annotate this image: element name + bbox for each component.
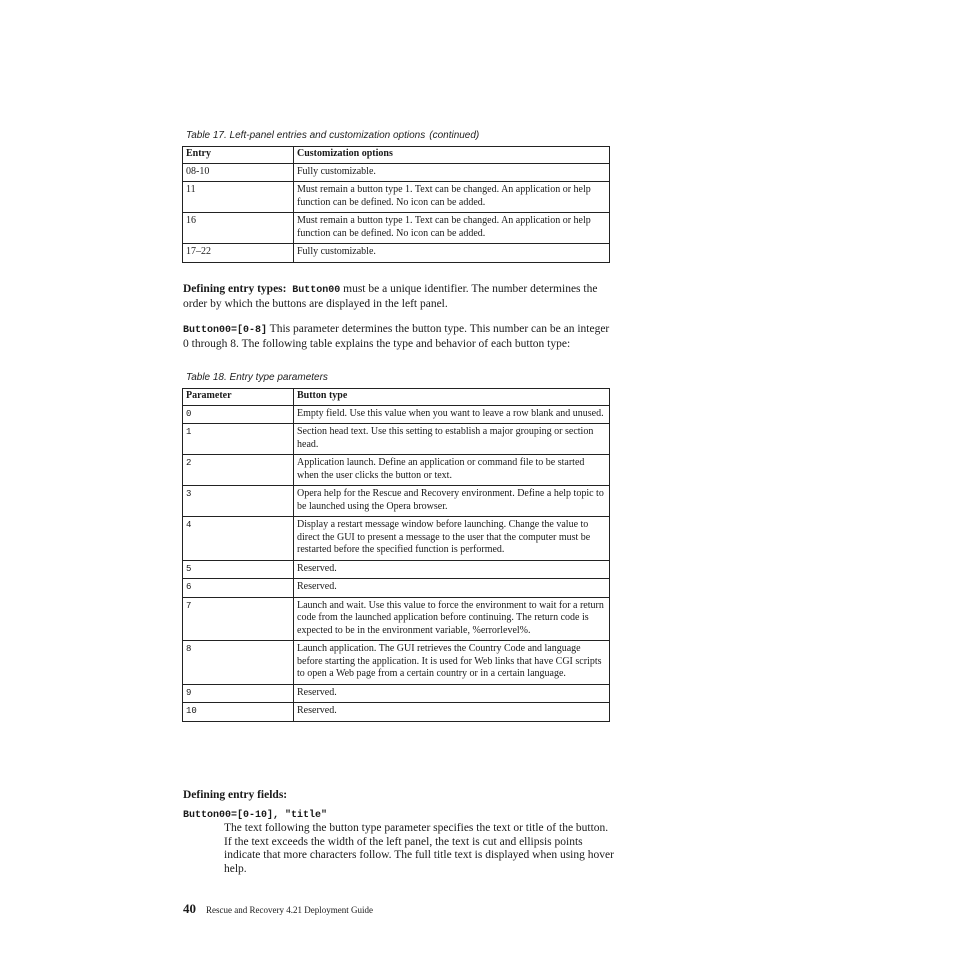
entry-fields-code-line	[183, 808, 613, 823]
page-number: 40	[183, 901, 196, 916]
defining-entry-types-text: must be a unique identifier. The number determines the order by which the buttons are displayed in the left panel.	[183, 283, 598, 310]
table-row	[183, 517, 610, 561]
table-cell: 08-10	[183, 163, 294, 182]
table-cell: Display a restart message window before launching. Change the value to direct the GUI to present a message to the user that the computer must be restarted before the specified function is performed.	[294, 517, 610, 561]
entry-fields-code: Button00=[0-10], "title"	[183, 810, 328, 821]
table-row	[183, 579, 610, 598]
table18-caption: Table 18. Entry type parameters	[186, 372, 328, 383]
table-cell: 4	[183, 517, 294, 561]
table-row	[183, 213, 610, 244]
column-header: Entry	[183, 147, 294, 164]
table-cell: Reserved.	[294, 560, 610, 579]
defining-entry-types-label: Defining entry types:	[183, 283, 287, 295]
table-row	[183, 486, 610, 517]
footer-book-title: Rescue and Recovery 4.21 Deployment Guide	[206, 905, 373, 915]
table-cell: 9	[183, 684, 294, 703]
table-cell: 3	[183, 486, 294, 517]
table-cell: Reserved.	[294, 684, 610, 703]
table-cell: 16	[183, 213, 294, 244]
table-cell: Must remain a button type 1. Text can be changed. An application or help function can be defined. No icon can be added.	[294, 213, 610, 244]
table-cell: 1	[183, 424, 294, 455]
table-cell: Must remain a button type 1. Text can be changed. An application or help function can be defined. No icon can be added.	[294, 182, 610, 213]
table-row	[183, 163, 610, 182]
table-cell: 0	[183, 405, 294, 424]
column-header: Parameter	[183, 389, 294, 406]
table17-continued: (continued)	[429, 130, 480, 141]
table-cell: Section head text. Use this setting to establish a major grouping or section head.	[294, 424, 610, 455]
table-row	[183, 182, 610, 213]
defining-entry-fields-label: Defining entry fields:	[183, 789, 288, 801]
button-parameter-text: This parameter determines the button type. This number can be an integer 0 through 8. The following table explains the type and behavior of each button type:	[183, 323, 610, 350]
table-row	[183, 641, 610, 685]
table-cell: 8	[183, 641, 294, 685]
defining-entry-fields-heading	[183, 789, 613, 803]
page-footer	[183, 900, 373, 918]
table-cell: 17–22	[183, 244, 294, 263]
table-cell: Launch application. The GUI retrieves the Country Code and language before starting the application. It is used for Web links that have CGI scripts to open a Web page from a certain country or in a certain language.	[294, 641, 610, 685]
table17-caption	[186, 130, 479, 141]
table-row	[183, 405, 610, 424]
button-parameter-paragraph	[183, 323, 613, 351]
button-parameter-code: Button00=[0-8]	[183, 325, 268, 336]
column-header: Customization options	[294, 147, 610, 164]
table18	[182, 388, 610, 722]
table-cell: Fully customizable.	[294, 244, 610, 263]
table-cell: 6	[183, 579, 294, 598]
defining-entry-types-paragraph	[183, 283, 613, 311]
table-row	[183, 244, 610, 263]
table-cell: Fully customizable.	[294, 163, 610, 182]
table-cell: 5	[183, 560, 294, 579]
table-row	[183, 597, 610, 641]
column-header: Button type	[294, 389, 610, 406]
table-cell: Application launch. Define an application or command file to be started when the user clicks the button or text.	[294, 455, 610, 486]
table-cell: 11	[183, 182, 294, 213]
table-cell: 7	[183, 597, 294, 641]
table-cell: Launch and wait. Use this value to force the environment to wait for a return code from the launched application before continuing. The return code is expected to be in the environment variable, %errorlevel%.	[294, 597, 610, 641]
table-header-row	[183, 147, 610, 164]
table-cell: Reserved.	[294, 579, 610, 598]
table-row	[183, 424, 610, 455]
button00-code: Button00	[292, 285, 341, 296]
table17-caption-text: Table 17. Left-panel entries and customization options	[186, 130, 426, 141]
table-row	[183, 684, 610, 703]
table-row	[183, 703, 610, 722]
table-cell: Reserved.	[294, 703, 610, 722]
table-header-row	[183, 389, 610, 406]
table17	[182, 146, 610, 263]
table-cell: 10	[183, 703, 294, 722]
table-row	[183, 455, 610, 486]
table-row	[183, 560, 610, 579]
table-cell: 2	[183, 455, 294, 486]
entry-fields-description: The text following the button type parameter specifies the text or title of the button. If the text exceeds the width of the left panel, the text is cut and ellipsis points indicate that more characters follow. The full title text is displayed when using hover help.	[224, 822, 614, 875]
table-cell: Empty field. Use this value when you want to leave a row blank and unused.	[294, 405, 610, 424]
table-cell: Opera help for the Rescue and Recovery environment. Define a help topic to be launched using the Opera browser.	[294, 486, 610, 517]
